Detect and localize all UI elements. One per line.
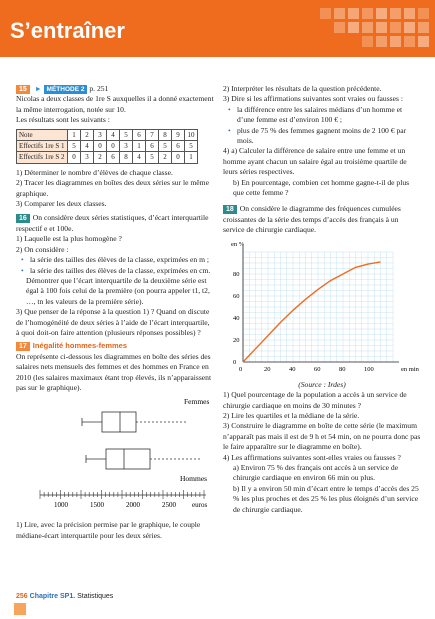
table-cell: 8 <box>159 129 172 140</box>
table-row <box>17 129 198 140</box>
y-tick-label: 80 <box>233 270 240 278</box>
x-axis-label: en min <box>401 365 419 373</box>
results-table <box>16 129 198 164</box>
chart-svg <box>223 238 421 378</box>
table-cell: 2 <box>159 152 172 163</box>
table-cell: 0 <box>172 152 185 163</box>
ex18-q4b: b) Il y a environ 50 min d’écart entre le temps d’accès des 25 % les plus proches et des 25 % les plus éloignés d’un service de chirurgie cardiaque. <box>233 483 419 514</box>
table-cell: 5 <box>68 141 81 152</box>
tick-label-2000: 2000 <box>126 501 140 510</box>
ex18-text: On considère le diagramme des fréquences cumulées croissantes de la série des temps d’accès des français à un service de chirurgie cardiaque. <box>223 204 401 235</box>
table-cell: 5 <box>120 129 133 140</box>
table-cell: 1 <box>68 129 81 140</box>
ex17-q4a: 4) a) Calculer la différence de salaire entre une femme et un homme ayant chacun un salaire égal au troisième quartile de leurs séries respectives. <box>223 146 407 177</box>
ex15-header <box>16 84 214 94</box>
ex17-header <box>16 341 214 351</box>
ex15-intro: Les résultats sont les suivants : <box>16 115 110 125</box>
chapter-title: Statistiques <box>77 593 114 600</box>
page-number: 256 <box>16 593 28 600</box>
arrow-icon: ► <box>34 85 42 93</box>
table-cell: 4 <box>133 152 146 163</box>
ex17-number: 17 <box>16 342 30 351</box>
table-cell: 5 <box>146 152 159 163</box>
table-cell: 5 <box>159 141 172 152</box>
x-tick-label: 60 <box>314 365 321 373</box>
footer-square <box>14 603 26 615</box>
x-tick-label: 0 <box>239 365 243 373</box>
table-cell: 6 <box>107 152 120 163</box>
ex18-q4a: a) Environ 75 % des français ont accès à un service de chirurgie cardiaque en environ 66 min ou plus. <box>233 462 399 483</box>
table-cell: 3 <box>120 141 133 152</box>
ex16-bullet-1: • la série des tailles des élèves de la classe, exprimées en m ; <box>16 255 214 265</box>
x-tick-label: 100 <box>364 365 374 373</box>
table-cell: 1 <box>133 141 146 152</box>
page-title: S’entraîner <box>10 18 125 43</box>
ex18-q2: 2) Lire les quartiles et la médiane de la série. <box>223 410 360 420</box>
chart-source: (Source : Irdes) <box>298 379 346 389</box>
right-column <box>223 84 421 515</box>
boxplot-figure <box>16 395 214 517</box>
x-tick-label: 20 <box>264 365 271 373</box>
table-row <box>17 152 198 163</box>
x-tick-label: 80 <box>339 365 346 373</box>
table-cell: 8 <box>120 152 133 163</box>
y-tick-label: 40 <box>233 314 240 322</box>
ex17-title: Inégalité hommes-femmes <box>32 341 127 351</box>
decorative-squares <box>300 6 430 54</box>
ex16-header <box>16 213 214 234</box>
boxplot-axis-ticks <box>40 490 204 499</box>
tick-label-2500: 2500 <box>162 501 176 510</box>
tick-label-1000: 1000 <box>54 501 68 510</box>
ex16-bullet-2: • la série des tailles des élèves de la classe, exprimées en cm. <box>16 266 214 276</box>
y-tick-label: 0 <box>233 358 237 366</box>
ex15-number: 15 <box>16 85 30 94</box>
methode-badge[interactable]: MÉTHODE 2 <box>44 85 88 94</box>
ex15-q1: 1) Déterminer le nombre d’élèves de chaque classe. <box>16 167 173 177</box>
chapter-label: Chapitre SP1. <box>29 593 76 600</box>
table-cell: 5 <box>185 141 198 152</box>
table-cell: 3 <box>94 129 107 140</box>
ex18-q3: 3) Construire le diagramme en boîte de cette série (le maximum n’apparaît pas mais il est de 9 h et 54 min, on ne pourra donc pas le faire apparaître sur le diagramme en boîte). <box>223 421 421 452</box>
ex15-q2: 2) Tracer les diagrammes en boîtes des deux séries sur le même graphique. <box>16 178 209 198</box>
table-cell: 1 <box>185 152 198 163</box>
ex18-number: 18 <box>223 205 237 214</box>
ex18-header <box>223 204 421 235</box>
y-axis-label: en % <box>231 240 245 248</box>
hommes-box <box>106 449 150 469</box>
row-label: Effectifs 1re S 1 <box>17 141 68 152</box>
table-cell: 2 <box>94 152 107 163</box>
boxplot-svg <box>16 395 214 517</box>
x-tick-label: 40 <box>289 365 296 373</box>
table-cell: 7 <box>146 129 159 140</box>
label-hommes: Hommes <box>180 474 208 484</box>
axis-unit: euros <box>192 501 208 510</box>
row-label: Note <box>17 129 68 140</box>
table-cell: 9 <box>172 129 185 140</box>
ex15-q3: 3) Comparer les deux classes. <box>16 199 107 209</box>
femmes-box <box>102 412 136 432</box>
header-banner <box>0 0 435 57</box>
ex17-bullet-2: • plus de 75 % des femmes gagnent moins de 2 100 € par mois. <box>223 126 421 147</box>
table-cell: 0 <box>107 141 120 152</box>
row-label: Effectifs 1re S 2 <box>17 152 68 163</box>
ex17-bullet-1: • la différence entre les salaires médians d’un homme et d’une femme est d’environ 100 € ; <box>223 105 421 126</box>
ex18-q4: 4) Les affirmations suivantes sont-elles vraies ou fausses ? <box>223 452 401 462</box>
ex16-number: 16 <box>16 214 30 223</box>
ex15-text: Nicolas a deux classes de 1re S auxquelles il a donné exactement la même interrogation, notée sur 10. <box>16 94 214 114</box>
table-cell: 4 <box>107 129 120 140</box>
table-cell: 2 <box>81 129 94 140</box>
table-cell: 10 <box>185 129 198 140</box>
ex17-text: On représente ci-dessous les diagrammes en boîte des séries des salaires nets mensuels des femmes et des hommes en France en 2010 (les salaires maximaux étant trop élevés, ils n’apparaissent pas sur le graphique). <box>16 351 212 392</box>
y-tick-label: 20 <box>233 336 240 344</box>
table-cell: 6 <box>172 141 185 152</box>
ex16-text: On considère deux séries statistiques, d’écart interquartile respectif e et 100e. <box>16 213 209 233</box>
ex18-q1: 1) Quel pourcentage de la population a accès à un service de chirurgie cardiaque en moins de 30 minutes ? <box>223 390 407 410</box>
tick-label-1500: 1500 <box>90 501 104 510</box>
table-cell: 6 <box>133 129 146 140</box>
ex16-q3: 3) Que penser de la réponse à la question 1) ? Quand on discute de l’homogénéité de deux séries à l’aide de l’écart interquartile, à quoi doit-on faire attention (plusieurs réponses possibles) ? <box>16 307 210 337</box>
left-column <box>16 84 214 541</box>
table-cell: 4 <box>81 141 94 152</box>
table-cell: 3 <box>81 152 94 163</box>
cumulative-chart <box>223 238 421 378</box>
table-row <box>17 141 198 152</box>
label-femmes: Femmes <box>184 397 210 407</box>
footer <box>16 593 113 600</box>
ex16-demo: Démontrer que l’écart interquartile de la deuxième série est égal à 100 fois celui de la première (on pourra appeler t1, t2, …, tn les valeurs de la première série). <box>26 275 210 306</box>
y-tick-label: 60 <box>233 292 240 300</box>
table-cell: 0 <box>94 141 107 152</box>
ex17-q1: 1) Lire, avec la précision permise par le graphique, le couple médiane-écart interquartile pour les deux séries. <box>16 520 201 540</box>
ex17-q2: 2) Interpréter les résultats de la question précédente. <box>223 84 382 93</box>
ex16-q1: 1) Laquelle est la plus homogène ? <box>16 234 122 244</box>
table-cell: 6 <box>146 141 159 152</box>
ex16-q2: 2) On considère : <box>16 244 69 254</box>
ex17-q4b: b) En pourcentage, combien cet homme gagne-t-il de plus que cette femme ? <box>233 177 410 198</box>
page-ref: p. 251 <box>89 84 109 93</box>
table-cell: 0 <box>68 152 81 163</box>
ex17-q3: 3) Dire si les affirmations suivantes sont vraies ou fausses : <box>223 94 403 104</box>
